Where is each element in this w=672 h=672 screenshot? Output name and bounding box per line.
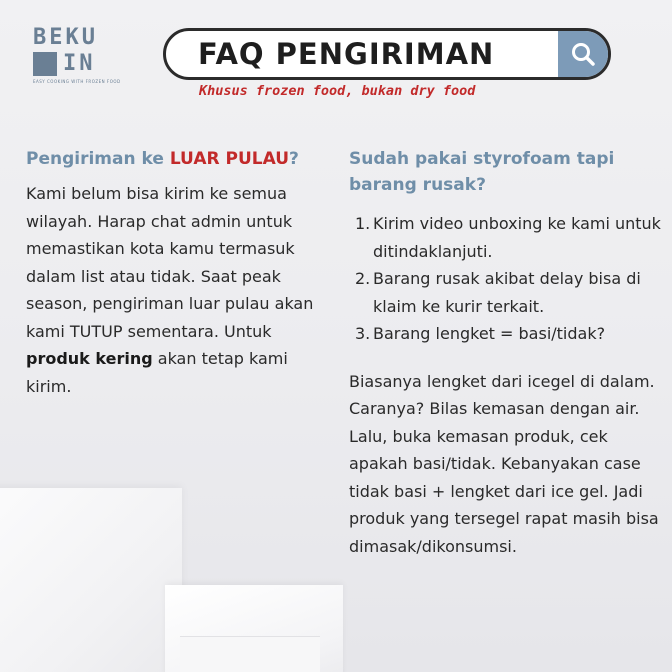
faq-left-column [26,146,326,400]
search-button [558,31,608,77]
list-item [349,320,661,348]
faq-right-column [349,146,661,560]
left-heading-prefix: Pengiriman ke [26,149,170,169]
list-item-number: 2. [355,269,371,288]
left-body-bold: produk kering [26,349,153,368]
search-icon [570,41,596,67]
brand-logo [33,25,121,92]
list-item [349,265,661,320]
list-item-text: Kirim video unboxing ke kami untuk ditindaklanjuti. [373,214,661,261]
list-item [349,210,661,265]
list-item-number: 3. [355,324,371,343]
left-heading [26,146,326,172]
list-item-text: Barang lengket = basi/tidak? [373,324,606,343]
left-heading-suffix: ? [289,149,299,169]
page-title: FAQ PENGIRIMAN [198,37,495,71]
styrofoam-plate [180,636,320,672]
logo-bottom-row [33,52,97,76]
right-list [349,210,661,348]
page-subtitle: Khusus frozen food, bukan dry food [199,83,476,99]
right-heading: Sudah pakai styrofoam tapi barang rusak? [349,149,615,195]
left-body-part-2: akan tetap kami kirim. [26,349,288,396]
logo-word-bottom: IN [63,51,96,76]
left-body [26,180,326,400]
left-heading-highlight: LUAR PULAU [169,149,290,169]
right-body: Biasanya lengket dari icegel di dalam. Caranya? Bilas kemasan dengan air. Lalu, buka kemasan produk, cek apakah basi/tidak. Kebanyakan case tidak basi + lengket dari ice gel. Jadi produk yang tersegel rapat masih bisa dimasak/dikonsumsi. [349,371,659,556]
title-search-bar [163,28,611,80]
logo-word-top: BEKU [33,25,98,50]
logo-tagline: EASY COOKING WITH FROZEN FOOD [33,79,121,84]
list-item-text: Barang rusak akibat delay bisa di klaim ke kurir terkait. [373,269,641,316]
logo-square-icon [33,52,57,76]
list-item-number: 1. [355,214,371,233]
left-body-part-1: Kami belum bisa kirim ke semua wilayah. Harap chat admin untuk memastikan kota kamu termasuk dalam list atau tidak. Saat peak season, pengiriman luar pulau akan kami TUTUP sementara. Untuk [26,184,314,341]
styrofoam-block-large [0,488,182,672]
